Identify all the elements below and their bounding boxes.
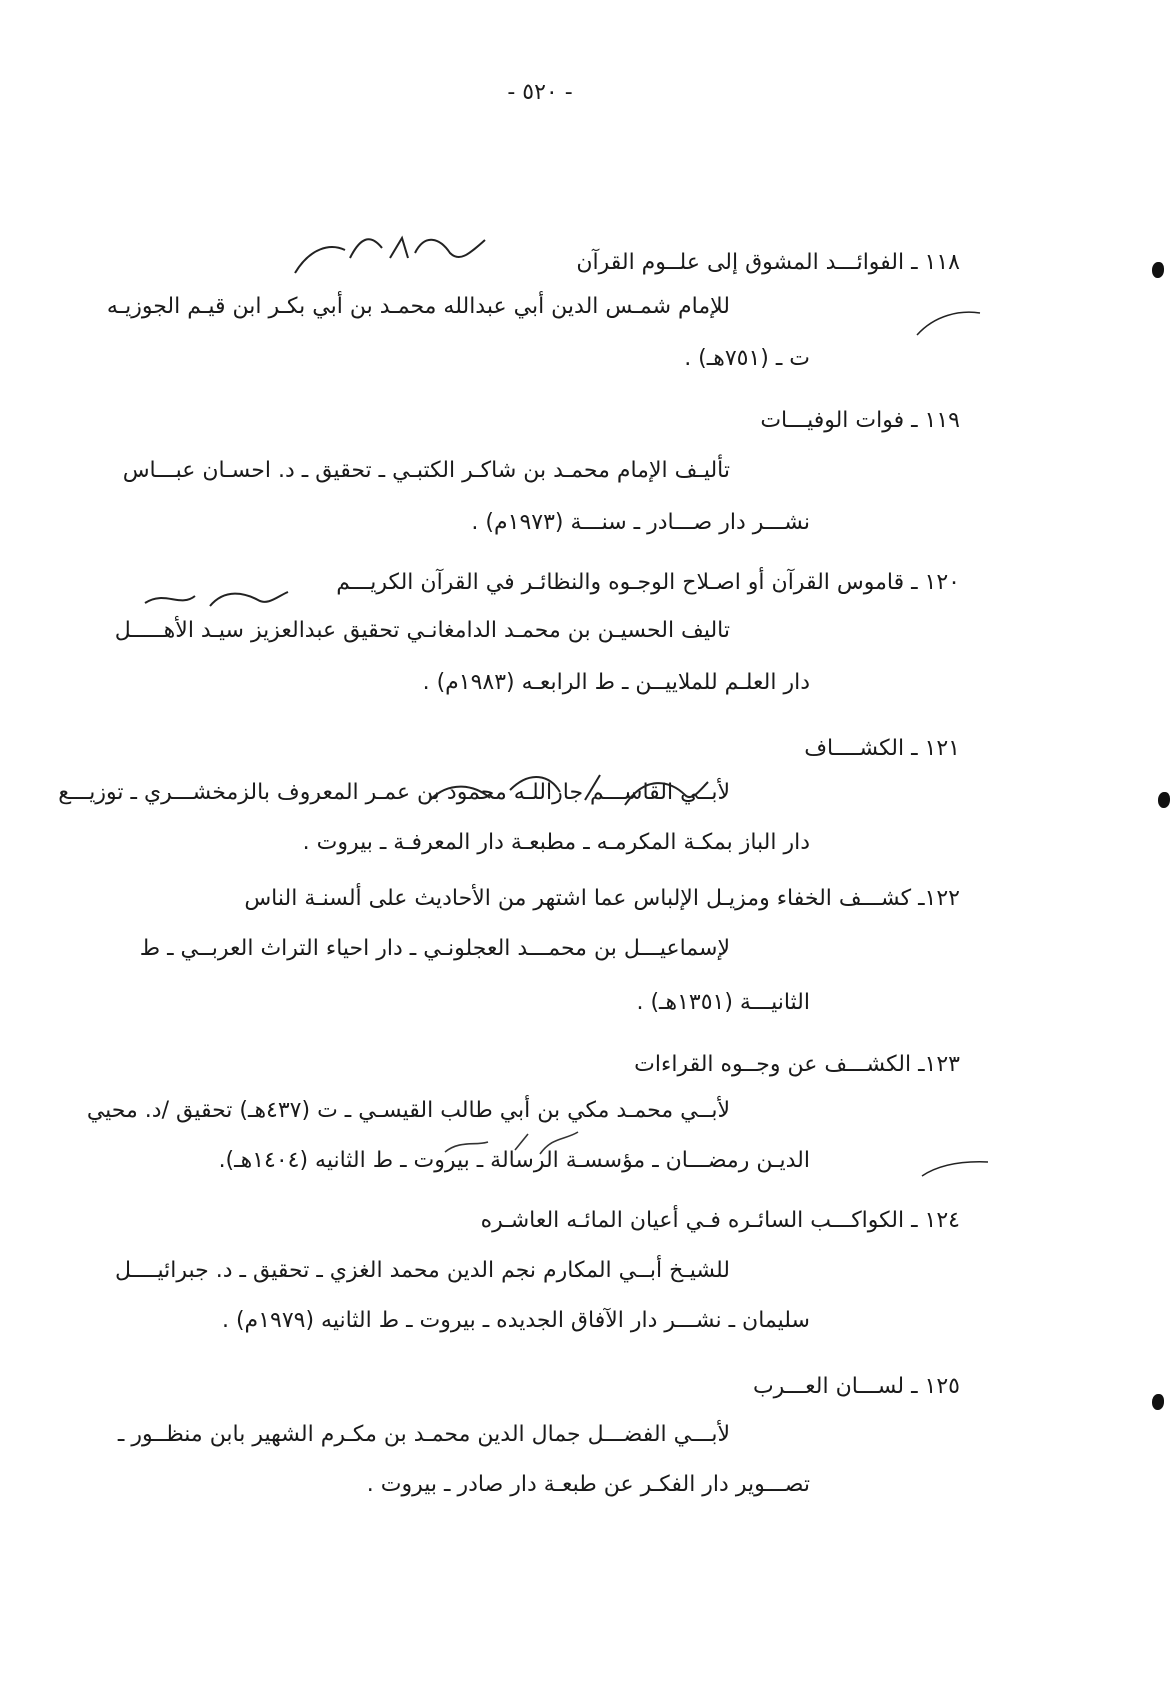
entry-120-line-1: تاليف الحسيـن بن محمـد الدامغانـي تحقيق عبدالعزيز سيـد الأهـــــل	[114, 618, 730, 643]
entry-118-heading: ١١٨ ـ الفوائـــد المشوق إلى علــوم القرآن	[576, 250, 960, 275]
entry-123-line-2: الديـن رمضـــان ـ مؤسسـة الرسالة ـ بيروت ـ ط الثانيه (١٤٠٤هـ).	[218, 1148, 810, 1173]
entry-121-heading: ١٢١ ـ الكشــــاف	[804, 736, 960, 761]
entry-122-line-1: لإسماعيـــل بن محمـــد العجلونـي ـ دار احياء التراث العربــي ـ ط	[139, 936, 730, 961]
binding-hole-mark	[1152, 262, 1164, 278]
entry-119-line-2: نشـــر دار صـــادر ـ سنـــة (١٩٧٣م) .	[471, 510, 810, 535]
entry-118-line-2: ت ـ (٧٥١هـ) .	[684, 346, 810, 371]
entry-119-heading: ١١٩ ـ فوات الوفيـــات	[760, 408, 960, 433]
entry-124-line-1: للشيـخ أبــي المكارم نجم الدين محمد الغزي ـ تحقيق ـ د. جبرائيــــل	[115, 1258, 730, 1283]
entry-123-line-1: لأبــي محمـد مكي بن أبي طالب القيسـي ـ ت (٤٣٧هـ) تحقيق /د. محيي	[86, 1098, 730, 1123]
entry-124-line-2: سليمان ـ نشـــر دار الآفاق الجديده ـ بيروت ـ ط الثانيه (١٩٧٩م) .	[221, 1308, 810, 1333]
entry-123-heading: ١٢٣ـ الكشـــف عن وجــوه القراءات	[634, 1052, 960, 1077]
entry-125-line-1: لأبـــي الفضـــل جمال الدين محمـد بن مكـرم الشهير بابن منظــور ـ	[117, 1422, 730, 1447]
entry-122-line-2: الثانيـــة (١٣٥١هـ) .	[636, 990, 810, 1015]
entry-120-heading: ١٢٠ ـ قاموس القرآن أو اصـلاح الوجـوه والنظائـر في القرآن الكريـــم	[336, 570, 960, 595]
entry-121-line-2: دار الباز بمكـة المكرمـه ـ مطبعـة دار المعرفـة ـ بيروت .	[302, 830, 810, 855]
entry-124-heading: ١٢٤ ـ الكواكـــب السائـره فـي أعيان المائـه العاشـره	[480, 1208, 960, 1233]
handwritten-annotation-118	[290, 218, 490, 288]
entry-120-line-2: دار العلـم للملاييــن ـ ط الرابعـه (١٩٨٣م) .	[422, 670, 810, 695]
entry-125-line-2: تصـــوير دار الفكـر عن طبعـة دار صادر ـ بيروت .	[366, 1472, 810, 1497]
entry-118-line-1: للإمام شمـس الدين أبي عبدالله محمـد بن أبي بكـر ابن قيـم الجوزيـه	[106, 294, 730, 319]
entry-125-heading: ١٢٥ ـ لســـان العـــرب	[752, 1374, 960, 1399]
entry-119-line-1: تأليـف الإمام محمـد بن شاكـر الكتبـي ـ تحقيق ـ د. احسـان عبـــاس	[122, 458, 730, 483]
binding-hole-mark	[1152, 1394, 1164, 1410]
entry-122-heading: ١٢٢ـ كشـــف الخفاء ومزيـل الإلباس عما اشتهر من الأحاديث على ألسنـة الناس	[244, 886, 960, 911]
page-number: - ٥٢٠ -	[507, 80, 573, 105]
margin-stroke-123	[920, 1156, 990, 1186]
margin-stroke-118	[915, 305, 985, 345]
entry-121-line-1: لأبــي القاســـم جاراللـه محمود بن عمـر المعروف بالزمخشـــري ـ توزيـــع	[58, 780, 730, 805]
binding-hole-mark	[1158, 792, 1170, 808]
